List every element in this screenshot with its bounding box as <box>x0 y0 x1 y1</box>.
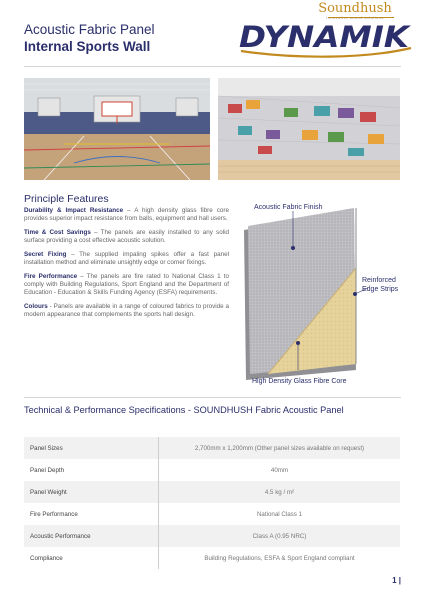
principle-features <box>24 193 229 325</box>
feature-time-cost <box>24 229 229 245</box>
table-row <box>24 437 400 459</box>
label-reinforced: Reinforced <box>362 277 396 284</box>
specs-title: Technical & Performance Specifications - SOUNDHUSH Fabric Acoustic Panel <box>24 405 344 415</box>
section-divider <box>24 397 401 398</box>
specs-table <box>24 437 400 569</box>
feature-text: – A high density glass fibre core provides superior impact resistance from balls, equipment and hall users. <box>24 207 229 222</box>
feature-title: Durability & Impact Resistance <box>24 207 124 214</box>
table-row <box>24 503 400 525</box>
coloured-panels-photo <box>218 78 400 180</box>
spec-value: 4.5 kg / m² <box>264 488 295 496</box>
document-title <box>24 22 224 55</box>
spec-label: Acoustic Performance <box>30 532 91 540</box>
spec-label: Panel Sizes <box>30 444 63 452</box>
spec-label: Panel Weight <box>30 488 67 496</box>
table-row <box>24 481 400 503</box>
feature-title: Secret Fixing <box>24 251 67 259</box>
feature-fire-performance <box>24 273 229 296</box>
label-fabric-finish: Acoustic Fabric Finish <box>254 204 323 211</box>
dynamik-logo <box>235 20 413 58</box>
soundhush-logo-text: Soundhush <box>318 1 392 16</box>
page-number: 1 | <box>392 576 401 585</box>
spec-value: National Class 1 <box>256 510 303 518</box>
feature-text: - Panels are available in a range of coloured fabrics to provide a modern appearance that complements the sports hall design. <box>24 303 229 318</box>
spec-label: Fire Performance <box>30 510 78 518</box>
feature-secret-fixing <box>24 251 229 267</box>
feature-colours <box>24 303 229 319</box>
feature-durability <box>24 207 229 223</box>
title-line-2: Internal Sports Wall <box>24 39 151 54</box>
feature-title: Time & Cost Savings <box>24 229 91 237</box>
spec-value: 2,700mm x 1,200mm (Other panel sizes available on request) <box>194 444 365 452</box>
spec-label: Compliance <box>30 554 63 562</box>
table-row <box>24 459 400 481</box>
header-divider <box>24 66 401 67</box>
table-row <box>24 547 400 569</box>
spec-value: 40mm <box>270 466 289 474</box>
label-edge-strips: Edge Strips <box>362 286 399 293</box>
dynamik-logo-text: DYNAMIK <box>239 20 412 54</box>
feature-title: Colours <box>24 303 48 311</box>
spec-label: Panel Depth <box>30 466 65 474</box>
sports-hall-photo <box>24 78 210 180</box>
title-line-1: Acoustic Fabric Panel <box>24 22 155 37</box>
logo-underline <box>328 17 394 18</box>
column-separator <box>158 437 159 569</box>
panel-cross-section-diagram <box>238 188 413 393</box>
feature-text: – The panels are easily installed to any solid surface providing a cost effective acoustic solution. <box>24 229 229 244</box>
feature-title: Fire Performance <box>24 273 78 281</box>
label-glass-fibre-core: High Density Glass Fibre Core <box>252 378 347 385</box>
feature-text: – The supplied impaling spikes offer a fast panel installation method and eliminate unsightly edge or corner fixings. <box>24 251 229 266</box>
features-heading: Principle Features <box>24 193 109 205</box>
spec-value: Class A (0.95 NRC) <box>252 532 307 540</box>
spec-value: Building Regulations, ESFA & Sport England compliant <box>204 554 355 562</box>
table-row <box>24 525 400 547</box>
feature-text: – The panels are fire rated to National Class 1 to comply with Building Regulations, Sport England and the Department of Education - Education & Skills Funding Agency (ESFA) requirements. <box>24 273 230 296</box>
